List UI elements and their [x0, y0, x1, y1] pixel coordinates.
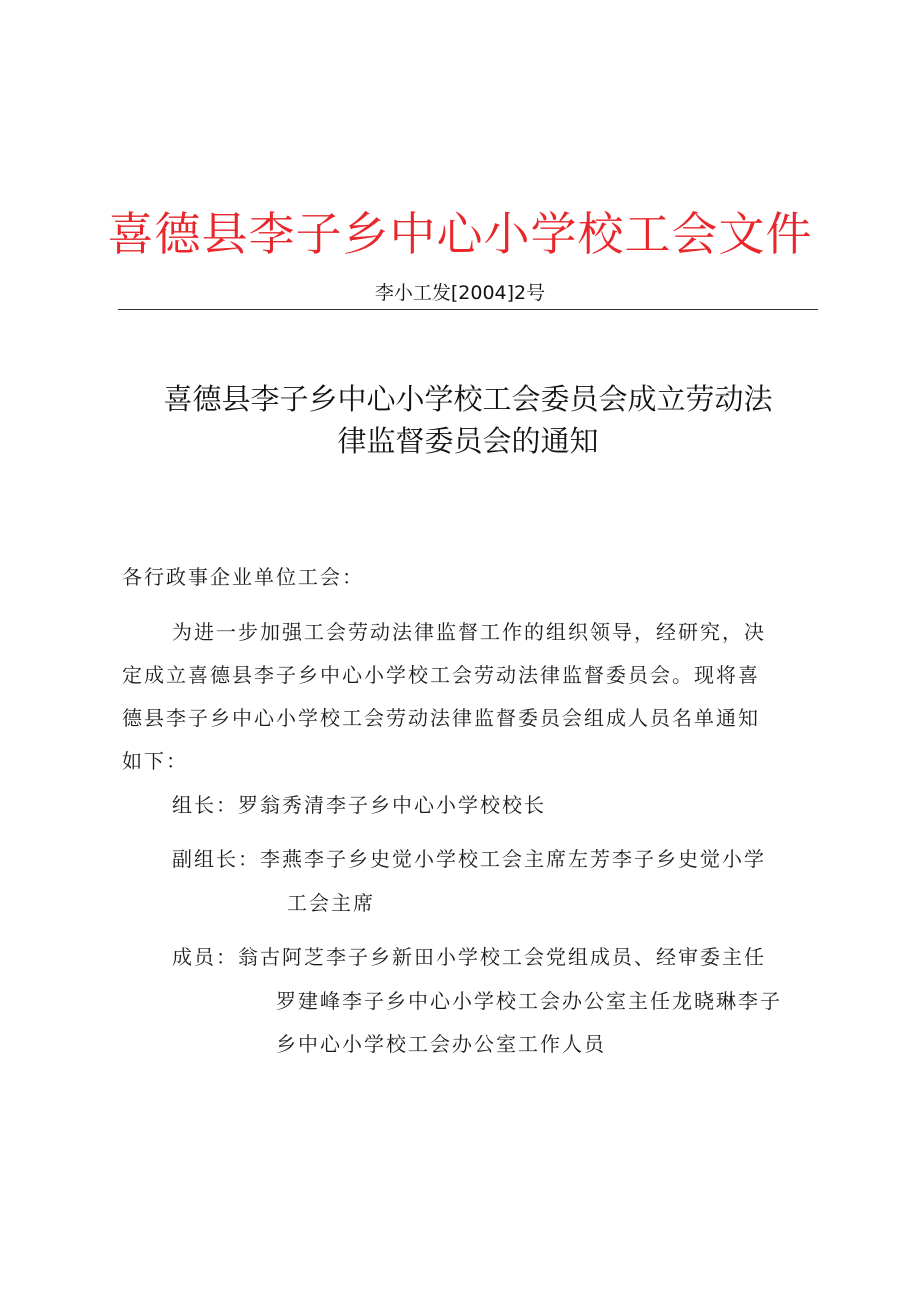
paragraph-line-3: 德县李子乡中心小学校工会劳动法律监督委员会组成人员名单通知: [122, 706, 760, 730]
deputy-entry-line-2: 工会主席: [287, 891, 375, 915]
document-title: [110, 378, 826, 462]
leader-entry: 组长：罗翁秀清李子乡中心小学校校长: [172, 793, 546, 817]
members-entry-line-3: 乡中心小学校工会办公室工作人员: [276, 1032, 606, 1056]
header-divider: [118, 309, 818, 310]
paragraph-line-2: 定成立喜德县李子乡中心小学校工会劳动法律监督委员会。现将喜: [122, 663, 760, 687]
deputy-entry-line-1: 副组长：李燕李子乡史觉小学校工会主席左芳李子乡史觉小学: [172, 847, 766, 871]
document-title-line-2: 律监督委员会的通知: [337, 424, 599, 458]
members-entry-line-1: 成员：翁古阿芝李子乡新田小学校工会党组成员、经审委主任: [172, 945, 766, 969]
salutation: 各行政事企业单位工会：: [122, 565, 364, 589]
paragraph-line-1: 为进一步加强工会劳动法律监督工作的组织领导，经研究，决: [172, 620, 766, 644]
members-entry-line-2: 罗建峰李子乡中心小学校工会办公室主任龙晓琳李子: [276, 989, 782, 1013]
document-title-line-1: 喜德县李子乡中心小学校工会委员会成立劳动法: [163, 382, 773, 416]
paragraph-line-4: 如下：: [122, 749, 188, 773]
document-number: 李小工发[2004]2号: [374, 282, 546, 304]
org-header-title: 喜德县李子乡中心小学校工会文件: [107, 207, 813, 261]
